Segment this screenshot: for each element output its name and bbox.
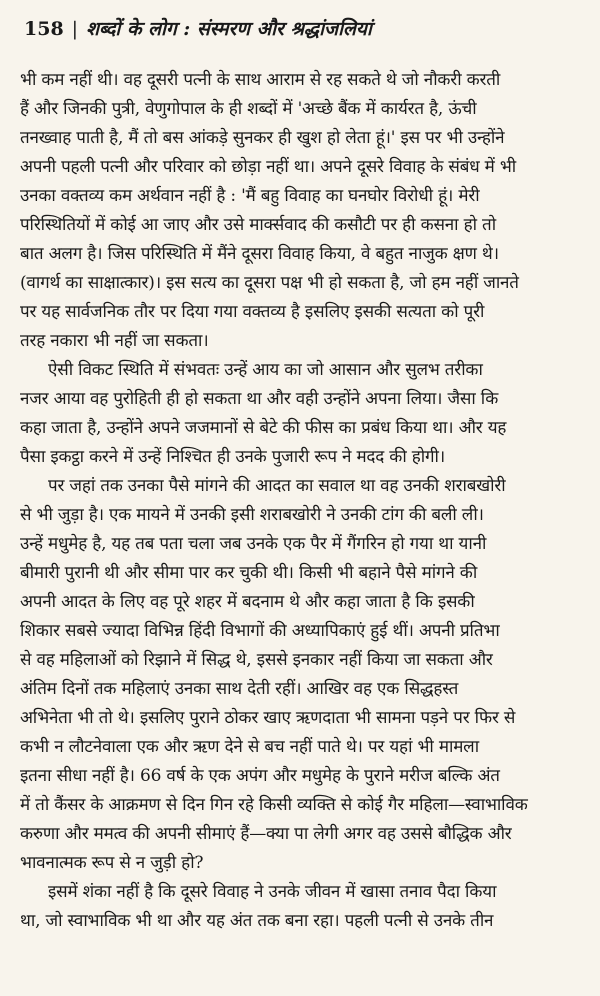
text-line: अपनी पहली पत्नी और परिवार को छोड़ा नहीं था। अपने दूसरे विवाह के संबंध में भी [20,157,516,177]
text-line: था, जो स्वाभाविक भी था और यह अंत तक बना रहा। पहली पत्नी से उनके तीन [20,911,494,931]
text-line: कहा जाता है, उन्होंने अपने जजमानों से बेटे की फीस का प्रबंध किया था। और यह [20,418,507,438]
running-title: शब्दों के लोग : संस्मरण और श्रद्धांजलियां [86,18,372,40]
page-number: 158 [24,18,64,40]
text-line: शिकार सबसे ज्यादा विभिन्न हिंदी विभागों की अध्यापिकाएं हुई थीं। अपनी प्रतिभा [20,621,500,641]
text-line: नजर आया वह पुरोहिती ही हो सकता था और वही उन्होंने अपना लिया। जैसा कि [20,389,499,409]
text-line: बात अलग है। जिस परिस्थिति में मैंने दूसरा विवाह किया, वे बहुत नाजुक क्षण थे। [20,244,499,264]
text-line: परिस्थितियों में कोई आ जाए और उसे मार्क्सवाद की कसौटी पर ही कसना हो तो [20,215,496,235]
text-line: इतना सीधा नहीं है। 66 वर्ष के एक अपंग और मधुमेह के पुराने मरीज बल्कि अंत [20,766,500,786]
text-line: (वागर्थ का साक्षात्कार)। इस सत्य का दूसरा पक्ष भी हो सकता है, जो हम नहीं जानते [20,273,519,293]
text-line: पैसा इकट्ठा करने में उन्हें निश्चित ही उनके पुजारी रूप ने मदद की होगी। [20,447,445,467]
text-line: से वह महिलाओं को रिझाने में सिद्ध थे, इससे इनकार नहीं किया जा सकता और [20,650,493,670]
text-line: करुणा और ममत्व की अपनी सीमाएं हैं—क्या पा लेगी अगर वह उससे बौद्धिक और [20,824,512,844]
text-line: में तो कैंसर के आक्रमण से दिन गिन रहे किसी व्यक्ति से कोई गैर महिला—स्वाभाविक [20,795,528,815]
text-line: अपनी आदत के लिए वह पूरे शहर में बदनाम थे और कहा जाता है कि इसकी [20,592,475,612]
text-line: तनख्वाह पाती है, मैं तो बस आंकड़े सुनकर ही खुश हो लेता हूं।' इस पर भी उन्होंने [20,128,505,148]
text-line: पर जहां तक उनका पैसे मांगने की आदत का सवाल था वह उनकी शराबखोरी [48,476,506,496]
text-line: ऐसी विकट स्थिति में संभवतः उन्हें आय का जो आसान और सुलभ तरीका [48,360,483,380]
text-line: भावनात्मक रूप से न जुड़ी हो? [20,853,204,873]
text-line: उन्हें मधुमेह है, यह तब पता चला जब उनके एक पैर में गैंगरिन हो गया था यानी [20,534,487,554]
text-line: उनका वक्तव्य कम अर्थवान नहीं है : 'मैं बहु विवाह का घनघोर विरोधी हूं। मेरी [20,186,480,206]
text-line: से भी जुड़ा है। एक मायने में उनकी इसी शराबखोरी ने उनकी टांग की बली ली। [20,505,484,525]
text-line: हैं और जिनकी पुत्री, वेणुगोपाल के ही शब्दों में 'अच्छे बैंक में कार्यरत है, ऊंची [20,99,477,119]
text-line: पर यह सार्वजनिक तौर पर दिया गया वक्तव्य है इसलिए इसकी सत्यता को पूरी [20,302,485,322]
text-line: अंतिम दिनों तक महिलाएं उनका साथ देती रहीं। आखिर वह एक सिद्धहस्त [20,679,459,699]
text-line: कभी न लौटनेवाला एक और ऋण देने से बच नहीं पाते थे। पर यहां भी मामला [20,737,479,757]
body-text [20,66,576,936]
header-separator: | [71,18,79,40]
text-line: तरह नकारा भी नहीं जा सकता। [20,331,209,351]
text-line: अभिनेता भी तो थे। इसलिए पुराने ठोकर खाए ऋणदाता भी सामना पड़ने पर फिर से [20,708,516,728]
running-header [20,16,576,52]
text-line: इसमें शंका नहीं है कि दूसरे विवाह ने उनके जीवन में खासा तनाव पैदा किया [48,882,497,902]
text-line: बीमारी पुरानी थी और सीमा पार कर चुकी थी। किसी भी बहाने पैसे मांगने की [20,563,478,583]
text-line: भी कम नहीं थी। वह दूसरी पत्नी के साथ आराम से रह सकते थे जो नौकरी करती [20,70,501,90]
